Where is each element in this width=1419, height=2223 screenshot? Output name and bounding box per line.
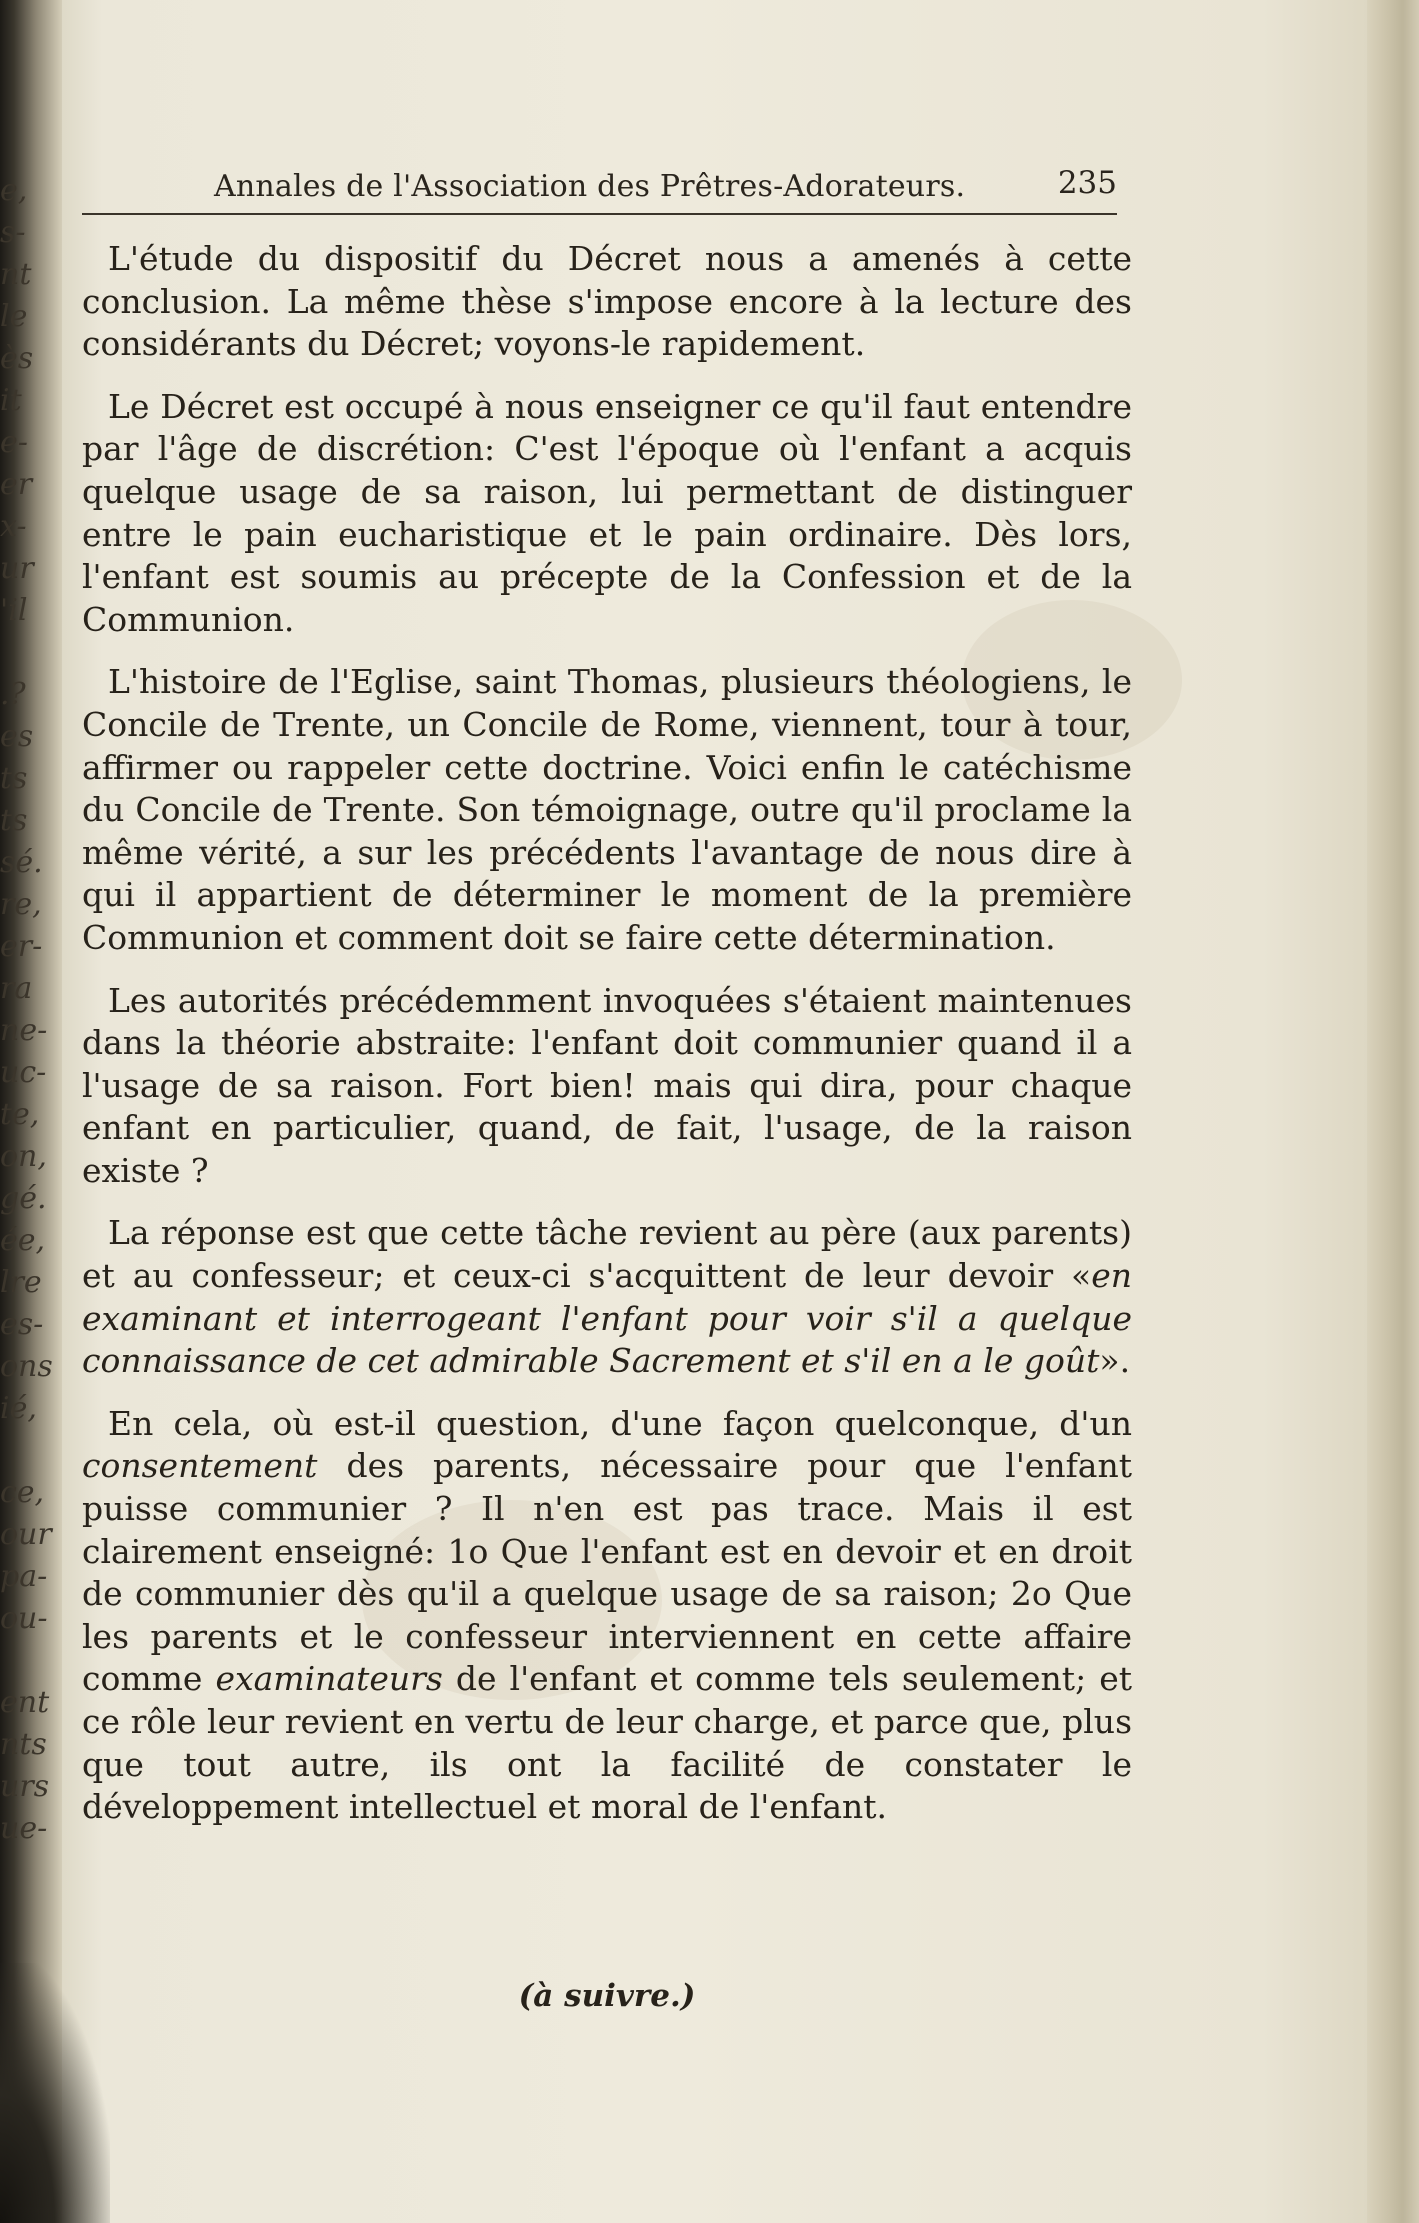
running-header [82, 165, 1117, 215]
paragraph-5-text: La réponse est que cette tâche revient au père (aux parents) et au confesseur; et ceux-ci s'acquittent de leur devoir « [82, 1213, 1132, 1296]
paragraph-6 [82, 1403, 1132, 1829]
margin-fragment: uc- [0, 1055, 47, 1090]
margin-fragment: urs [0, 1769, 50, 1804]
margin-fragment [0, 632, 60, 674]
margin-fragment: .? [0, 677, 26, 712]
margin-fragment: x- [0, 509, 27, 544]
previous-page-margin [0, 170, 60, 1850]
page-edge [1367, 0, 1419, 2223]
paragraph-1: L'étude du dispositif du Décret nous a amenés à cette conclusion. La même thèse s'impose encore à la lecture des considérants du Décret; voyons-le rapidement. [82, 239, 1132, 364]
margin-fragment: pa- [0, 1559, 48, 1594]
margin-fragment [0, 1430, 60, 1472]
running-title: Annales de l'Association des Prêtres-Adorateurs. [214, 169, 966, 204]
margin-fragment: ur [0, 551, 34, 586]
margin-fragment: ons [0, 1349, 53, 1384]
margin-fragment: ent [0, 1685, 50, 1720]
margin-fragment: ce, [0, 1475, 45, 1510]
paragraph-6-middle: des parents, nécessaire pour que l'enfant puisse communier ? Il n'en est pas trace. Mais il est clairement enseigné: 1o Que l'enfant est en devoir et en droit de communier dès qu'il a quelque usage de sa raison; 2o Que les parents et le confesseur interviennent en cette affaire comme [82, 1446, 1132, 1699]
margin-fragment: es- [0, 1307, 44, 1342]
margin-fragment: re, [0, 887, 42, 922]
paragraph-5-end: ». [1099, 1341, 1131, 1381]
margin-fragment: lre [0, 1265, 42, 1300]
paragraph-6-text: En cela, où est-il question, d'une façon quelconque, d'un [108, 1403, 1132, 1443]
margin-fragment: e- [0, 425, 28, 460]
paragraph-6-end: de l'enfant et comme tels seulement; et ce rôle leur revient en vertu de leur charge, et parce que, plus que tout autre, ils ont la facilité de constater le développement intellectuel et moral de l'enfant. [82, 1659, 1132, 1827]
margin-fragment: ts [0, 761, 28, 796]
page-number: 235 [1057, 165, 1117, 201]
margin-fragment: gé. [0, 1181, 47, 1216]
margin-fragment: 'il [0, 593, 28, 628]
paragraph-2: Le Décret est occupé à nous enseigner ce qu'il faut entendre par l'âge de discrétion: C'est l'époque où l'enfant a acquis quelque usage de sa raison, lui permettant de distinguer entre le pain eucharistique et le pain ordinaire. Dès lors, l'enfant est soumis au précepte de la Confession et de la Communion. [82, 386, 1132, 639]
margin-fragment: it [0, 383, 22, 418]
paragraph-6-emphasis-2: examinateurs [215, 1659, 443, 1699]
margin-fragment: ou- [0, 1601, 48, 1636]
margin-fragment: le [0, 299, 28, 334]
margin-fragment: er [0, 467, 33, 502]
margin-fragment: ue- [0, 1811, 48, 1846]
margin-fragment: ne- [0, 1013, 48, 1048]
margin-fragment: s- [0, 215, 26, 250]
paragraph-6-emphasis: consentement [82, 1446, 318, 1486]
margin-fragment: e, [0, 173, 28, 208]
margin-fragment: our [0, 1517, 52, 1552]
margin-fragment: ié, [0, 1391, 37, 1426]
margin-fragment: es [0, 719, 34, 754]
paragraph-4: Les autorités précédemment invoquées s'étaient maintenues dans la théorie abstraite: l'enfant doit communier quand il a l'usage de sa raison. Fort bien! mais qui dira, pour chaque enfant en particulier, quand, de fait, l'usage, de la raison existe ? [82, 980, 1132, 1190]
margin-fragment: er- [0, 929, 43, 964]
margin-fragment: on, [0, 1139, 47, 1174]
margin-fragment: nts [0, 1727, 47, 1762]
margin-fragment: ts [0, 803, 28, 838]
margin-fragment: te, [0, 1097, 40, 1132]
margin-fragment: ès [0, 341, 34, 376]
body-text [82, 238, 1132, 1849]
margin-fragment: ée, [0, 1223, 46, 1258]
to-be-continued: (à suivre.) [518, 1978, 696, 2014]
header-rule [82, 213, 1117, 215]
paragraph-3: L'histoire de l'Eglise, saint Thomas, plusieurs théologiens, le Concile de Trente, un Concile de Rome, viennent, tour à tour, affirmer ou rappeler cette doctrine. Voici enfin le catéchisme du Concile de Trente. Son témoignage, outre qu'il proclame la même vérité, a sur les précédents l'avantage de nous dire à qui il appartient de déterminer le moment de la première Communion et comment doit se faire cette détermination. [82, 662, 1132, 957]
margin-fragment: sé. [0, 845, 43, 880]
margin-fragment [0, 1640, 60, 1682]
margin-fragment: ra [0, 971, 33, 1006]
paragraph-5-quote: en examinant et interrogeant l'enfant pour voir s'il a quelque connaissance de cet admirable Sacrement et s'il en a le goût [82, 1256, 1132, 1381]
paragraph-5 [82, 1212, 1132, 1382]
margin-fragment: nt [0, 257, 32, 292]
